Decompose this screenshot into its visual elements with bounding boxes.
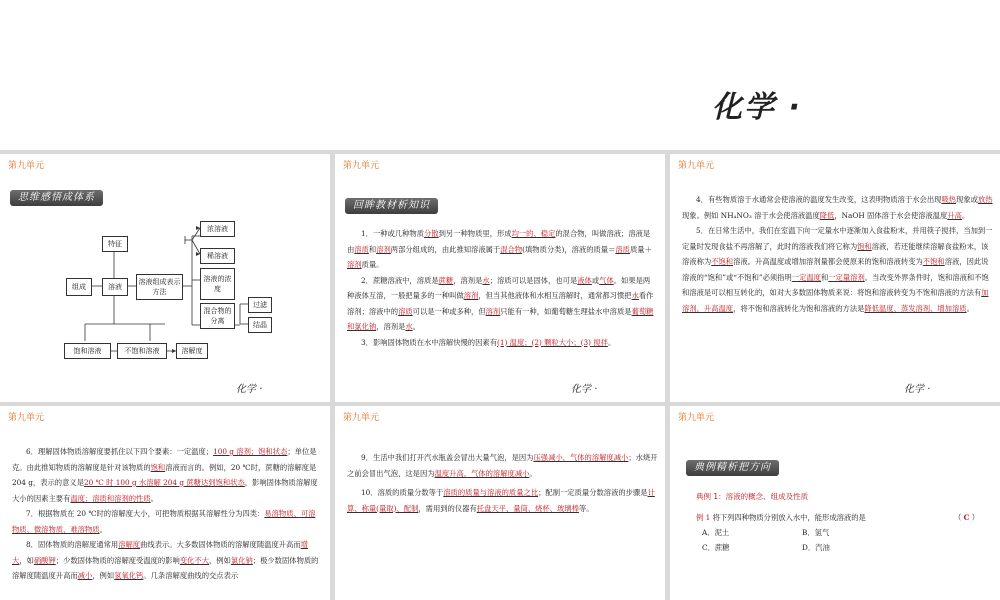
paragraph-1: 1．一种或几种物质分散到另一种物质里，形成均一的、稳定的混合物，叫做溶液；溶液是由溶质和溶剂两部分组成的，由此推知溶液属于混合物(填物质分类)，溶液的质量＝溶质质量＋溶剂质量。 (347, 229, 652, 269)
slide-thumbnail-3[interactable] (670, 154, 1000, 402)
slide-footer: 化学 · (904, 384, 931, 395)
concept-crystallization: 结晶 (248, 317, 272, 333)
slide-thumbnail-2[interactable] (335, 154, 665, 402)
paragraph-3: 3．影响固体物质在水中溶解快慢的因素有(1) 温度；(2) 颗粒大小；(3) 搅拌。 (361, 337, 616, 347)
section-banner: 思维感悟成体系 (10, 190, 103, 206)
unit-label: 第九单元 (343, 413, 380, 423)
concept-solution: 溶液 (102, 278, 128, 296)
concept-feature: 特征 (102, 236, 128, 252)
concept-filtration: 过滤 (248, 297, 272, 313)
option-a: A．泥土 (702, 528, 730, 537)
answer-bracket: （ C ） (954, 513, 980, 522)
concept-solubility: 溶解度 (176, 343, 208, 359)
option-c: C．蔗糖 (702, 543, 730, 552)
option-d: D．汽油 (802, 543, 830, 552)
slide-thumbnail-5[interactable] (335, 406, 665, 600)
paragraph-9: 9．生活中我们打开汽水瓶盖会冒出大量气泡，是因为压强减小，气体的溶解度减小；水烧开之前会冒出气泡，这是因为温度升高，气体的溶解度减小。 (347, 453, 658, 478)
paragraph-6: 6．理解固体物质溶解度要抓住以下四个要素：一定温度；100 g 溶剂；饱和状态；单位是克。由此推知物质的溶解度是针对该物质的饱和溶液而言的。例如，20 ℃时，蔗糖的溶解度是 204 g，表示的意义是20 ℃ 时 100 g 水溶解 204 g 蔗糖达到饱和状态，影响固体物质溶解度大小的因素主要有温度；溶质和溶剂的性质。 (12, 447, 318, 503)
paragraph-4: 4．有些物质溶于水通常会使溶液的温度发生改变，这表明物质溶于水会出现吸热现象或放热现象。例如 NH₄NO₃ 溶于水会使溶液温度降低，NaOH 固体溶于水会使溶液温度升高。 (682, 195, 993, 220)
paragraph-2: 2．蔗糖溶液中，溶质是蔗糖，溶剂是水；溶质可以是固体，也可是液体或气体。如果是两种液体互溶，一般把量多的一种叫做溶剂，但当其他液体和水相互溶解时，通常都习惯把水看作溶剂；溶液中的溶质可以是一种或多种，但溶剂只能有一种，如葡萄糖生理盐水中溶质是葡萄糖和氯化钠，溶剂是水。 (347, 275, 654, 331)
concept-separation: 混合物的分离 (200, 303, 235, 329)
slide-footer: 化学 · (571, 384, 598, 395)
slide-footer: 化学 · (236, 384, 263, 395)
option-b: B．氢气 (802, 528, 830, 537)
paragraph-5: 5．在日常生活中，我们在室温下向一定量水中逐渐加入食盐粉末，并用筷子搅拌，当加到一定量时发现食盐不再溶解了，此时的溶液我们将它称为饱和溶液，若还能继续溶解食盐粉末，该溶液称为不饱和溶液。升高温度或增加溶剂量都会使原来的饱和溶液转变为不饱和溶液，因此说溶液的“饱和”或“不饱和”必须指明一定温度和一定量溶剂。当改变外界条件时，饱和溶液和不饱和溶液是可以相互转化的，如对大多数固体物质来说：将饱和溶液转变为不饱和溶液的方法有加溶剂，升高温度，将不饱和溶液转化为饱和溶液的方法是降低温度、蒸发溶剂、增加溶质。 (682, 226, 993, 313)
unit-label: 第九单元 (8, 161, 45, 171)
unit-label: 第九单元 (8, 413, 45, 423)
slide-thumbnail-6[interactable] (670, 406, 1000, 600)
concept-saturated: 饱和溶液 (64, 343, 111, 359)
concept-concentrated: 浓溶液 (200, 221, 235, 237)
concept-unsaturated: 不饱和溶液 (117, 343, 167, 359)
paragraph-8: 8．固体物质的溶解度通常用溶解度曲线表示。大多数固体物质的溶解度随温度升高而增大，如硝酸钾；少数固体物质的溶解度受温度的影响变化不大，例如氯化钠；极少数固体物质的溶解度随温度升高而减小，例如氢氧化钙。几条溶解度曲线的交点表示 (12, 540, 319, 580)
section-banner: 回眸教材析知识 (345, 198, 438, 214)
knowledge-text (12, 444, 320, 584)
example-heading: 典例 1：溶液的概念、组成及性质 (696, 492, 809, 501)
section-banner: 典例精析把方向 (686, 460, 779, 476)
slide-thumbnail-4[interactable] (0, 406, 330, 600)
slide-thumbnail-1[interactable] (0, 154, 330, 402)
knowledge-text (682, 192, 994, 316)
example-question: 例 1 将下列四种物质分别放入水中，能形成溶液的是 (696, 513, 866, 522)
paragraph-7: 7．根据物质在 20 ℃时的溶解度大小，可把物质根据其溶解性分为四类：易溶物质、可溶物质、微溶物质、难溶物质。 (12, 509, 316, 534)
example-label: 例 1 (696, 513, 711, 522)
unit-label: 第九单元 (678, 413, 715, 423)
knowledge-text (347, 226, 657, 350)
concept-dilute: 稀溶液 (200, 248, 235, 264)
concept-expression: 溶液组成表示方法 (136, 274, 183, 300)
unit-label: 第九单元 (678, 161, 715, 171)
unit-label: 第九单元 (343, 161, 380, 171)
concept-composition: 组成 (66, 278, 92, 296)
knowledge-text (347, 450, 659, 516)
paragraph-10: 10．溶质的质量分数等于溶质的质量与溶液的质量之比；配制一定质量分数溶液的步骤是计算、称量(量取)、配制，需用到的仪器有托盘天平、量筒、烧杯、玻璃棒等。 (347, 488, 655, 513)
concept-concentration: 溶液的浓度 (200, 268, 235, 300)
deck-title: 化学 · (712, 90, 802, 125)
